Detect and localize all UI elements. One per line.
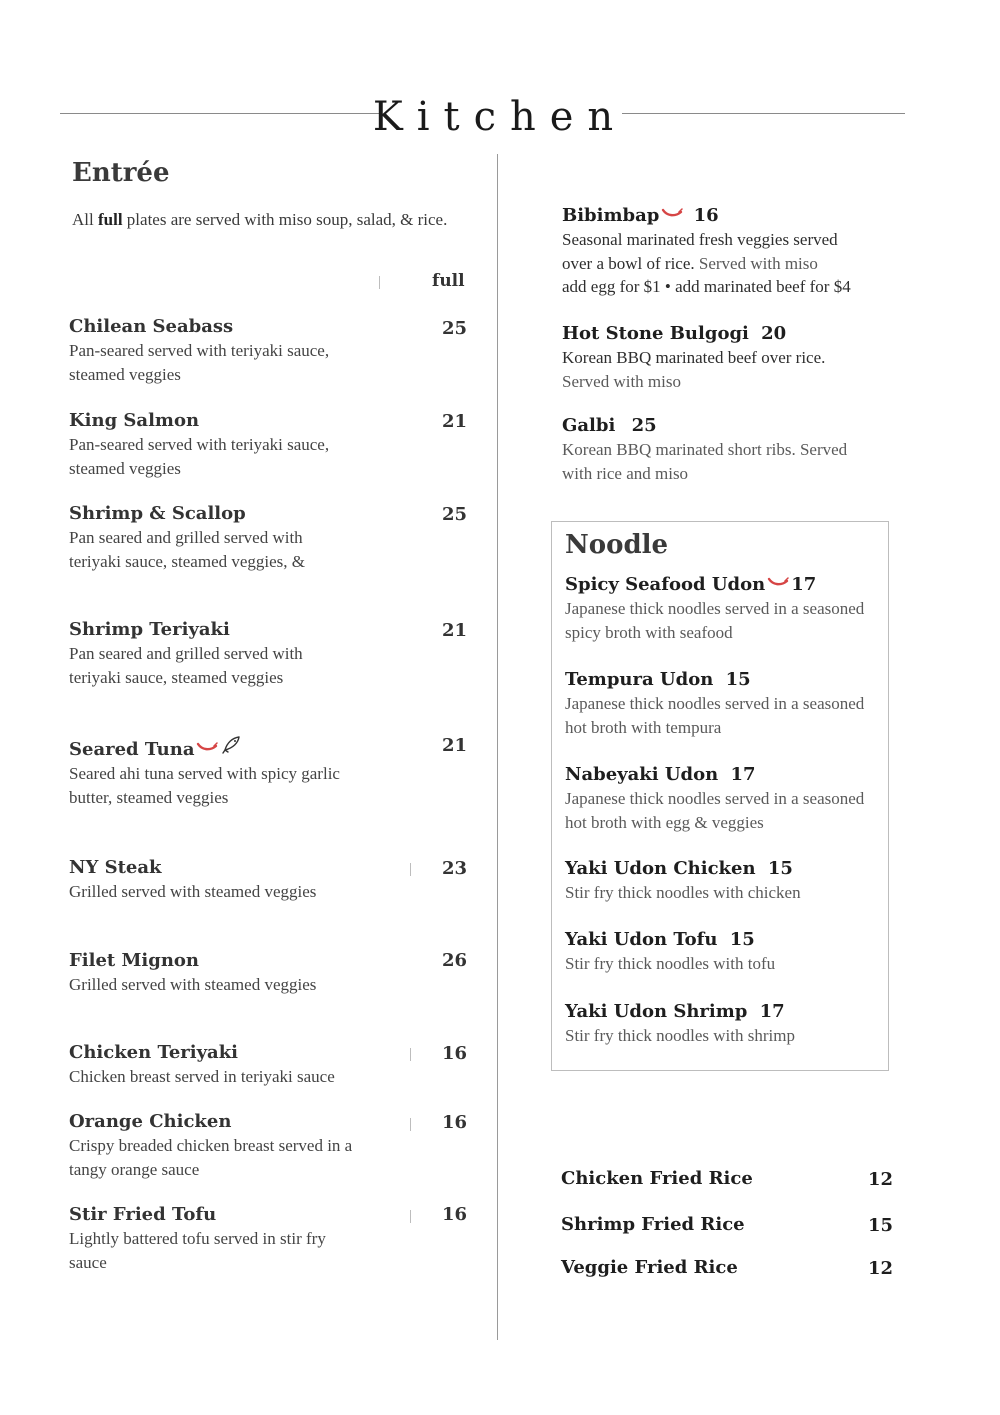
item-description: Korean BBQ marinated beef over rice.: [562, 348, 826, 367]
item-description-note: Served with miso: [562, 371, 681, 391]
item-name-row: [562, 322, 882, 346]
item-description: [562, 228, 862, 275]
full-column-header: full: [432, 271, 465, 291]
item-name: Nabeyaki Udon: [565, 764, 719, 785]
korean-item: [562, 322, 882, 393]
item-description: Pan seared and grilled served with teriyaki sauce, steamed veggies: [69, 644, 303, 687]
item-price: 25: [441, 318, 467, 339]
item-name: Chicken Teriyaki: [69, 1042, 239, 1063]
item-name: Yaki Udon Tofu: [565, 929, 718, 950]
item-name-row: [565, 573, 883, 597]
entree-item: [69, 738, 469, 809]
item-name: Shrimp Teriyaki: [69, 619, 230, 640]
item-name: Seared Tuna: [69, 739, 195, 760]
item-description: Lightly battered tofu served in stir fry sauce: [69, 1229, 326, 1272]
item-name: King Salmon: [69, 410, 200, 431]
fried-rice-name: Veggie Fried Rice: [561, 1257, 738, 1278]
item-price: 21: [441, 620, 467, 641]
item-price: 23: [441, 858, 467, 879]
item-name-row: [565, 857, 883, 881]
fried-rice-price: 12: [867, 1258, 893, 1279]
entree-item: [69, 409, 469, 480]
item-price: 15: [729, 929, 755, 950]
column-tick: [410, 1048, 411, 1061]
entree-item: [69, 1110, 469, 1181]
item-price: 20: [761, 323, 787, 344]
chili-icon: [196, 736, 218, 760]
item-price: 21: [441, 735, 467, 756]
entree-item: [69, 856, 469, 904]
item-name: Spicy Seafood Udon: [565, 574, 766, 595]
item-price: 16: [693, 205, 719, 226]
item-description: Stir fry thick noodles with shrimp: [565, 1026, 795, 1045]
item-name-row: [565, 763, 883, 787]
page-title: Kitchen: [372, 94, 628, 140]
item-name: Stir Fried Tofu: [69, 1204, 217, 1225]
column-tick: [410, 863, 411, 876]
item-name-row: [565, 668, 883, 692]
entree-item: [69, 502, 469, 573]
noodle-item: [565, 857, 883, 905]
item-name-row: [69, 738, 469, 762]
item-description: Stir fry thick noodles with tofu: [565, 954, 776, 973]
item-price: 16: [441, 1204, 467, 1225]
noodle-item: [565, 573, 883, 644]
item-description: Pan seared and grilled served with teriyaki sauce, steamed veggies, &: [69, 528, 306, 571]
item-name: Yaki Udon Shrimp: [565, 1001, 748, 1022]
entree-item: [69, 618, 469, 689]
item-name: Galbi: [562, 415, 616, 436]
entree-item: [69, 1041, 469, 1089]
fried-rice-name: Shrimp Fried Rice: [561, 1214, 745, 1235]
item-description: Crispy breaded chicken breast served in a tangy orange sauce: [69, 1136, 353, 1179]
korean-item: [562, 204, 882, 299]
entree-item: [69, 949, 469, 997]
item-description: Japanese thick noodles served in a seasoned hot broth with tempura: [565, 694, 865, 737]
fried-rice-name: Chicken Fried Rice: [561, 1168, 753, 1189]
item-description: Chicken breast served in teriyaki sauce: [69, 1067, 335, 1086]
entree-note-pre: All: [72, 210, 98, 229]
fried-rice-price: 15: [867, 1215, 893, 1236]
chili-icon: [767, 571, 789, 595]
item-price: 15: [767, 858, 793, 879]
item-name: Tempura Udon: [565, 669, 714, 690]
item-name: Orange Chicken: [69, 1111, 232, 1132]
column-tick: [379, 276, 380, 289]
item-price: 15: [725, 669, 751, 690]
item-description: Grilled served with steamed veggies: [69, 882, 317, 901]
item-price: 26: [441, 950, 467, 971]
entree-note-post: plates are served with miso soup, salad, & rice.: [122, 210, 448, 229]
item-price: 16: [441, 1043, 467, 1064]
item-name: Yaki Udon Chicken: [565, 858, 756, 879]
item-name-row: [565, 1000, 883, 1024]
item-description: Korean BBQ marinated short ribs. Served with rice and miso: [562, 440, 848, 483]
item-name-row: [562, 414, 882, 438]
noodle-item: [565, 668, 883, 739]
item-price: 17: [759, 1001, 785, 1022]
chili-icon: [661, 202, 683, 226]
item-description: Seared ahi tuna served with spicy garlic butter, steamed veggies: [69, 764, 340, 807]
column-tick: [410, 1210, 411, 1223]
item-price: 21: [441, 411, 467, 432]
item-description-note: Served with miso: [698, 253, 818, 273]
item-price: 25: [441, 504, 467, 525]
item-price: 17: [791, 574, 817, 595]
entree-heading: Entrée: [72, 158, 170, 188]
noodle-item: [565, 1000, 883, 1048]
item-name: NY Steak: [69, 857, 162, 878]
item-name-row: [565, 928, 883, 952]
fish-icon: [222, 734, 242, 761]
entree-item: [69, 1203, 469, 1274]
column-divider: [497, 154, 498, 1340]
item-description: Japanese thick noodles served in a seasoned spicy broth with seafood: [565, 599, 865, 642]
item-name: Hot Stone Bulgogi: [562, 323, 749, 344]
fried-rice-price: 12: [867, 1169, 893, 1190]
item-price: 17: [730, 764, 756, 785]
item-name: Shrimp & Scallop: [69, 503, 246, 524]
entree-item: [69, 315, 469, 386]
column-tick: [410, 1118, 411, 1131]
item-description: Pan-seared served with teriyaki sauce, steamed veggies: [69, 341, 330, 384]
item-description: Stir fry thick noodles with chicken: [565, 883, 801, 902]
item-description-main: Seasonal marinated fresh veggies served over a bowl of rice.: [562, 230, 838, 273]
item-price: 16: [441, 1112, 467, 1133]
item-addons: add egg for $1 • add marinated beef for $4: [562, 277, 851, 296]
noodle-item: [565, 763, 883, 834]
noodle-item: [565, 928, 883, 976]
item-name-row: [562, 204, 882, 228]
item-name: Bibimbap: [562, 205, 660, 226]
noodle-heading: Noodle: [565, 530, 669, 560]
korean-item: [562, 414, 882, 485]
item-name: Chilean Seabass: [69, 316, 234, 337]
item-description: Grilled served with steamed veggies: [69, 975, 317, 994]
entree-note-bold: full: [97, 210, 123, 229]
entree-note: [72, 210, 447, 230]
item-description: Japanese thick noodles served in a seasoned hot broth with egg & veggies: [565, 789, 865, 832]
item-description: Pan-seared served with teriyaki sauce, steamed veggies: [69, 435, 330, 478]
item-name: Filet Mignon: [69, 950, 200, 971]
item-price: 25: [631, 415, 657, 436]
